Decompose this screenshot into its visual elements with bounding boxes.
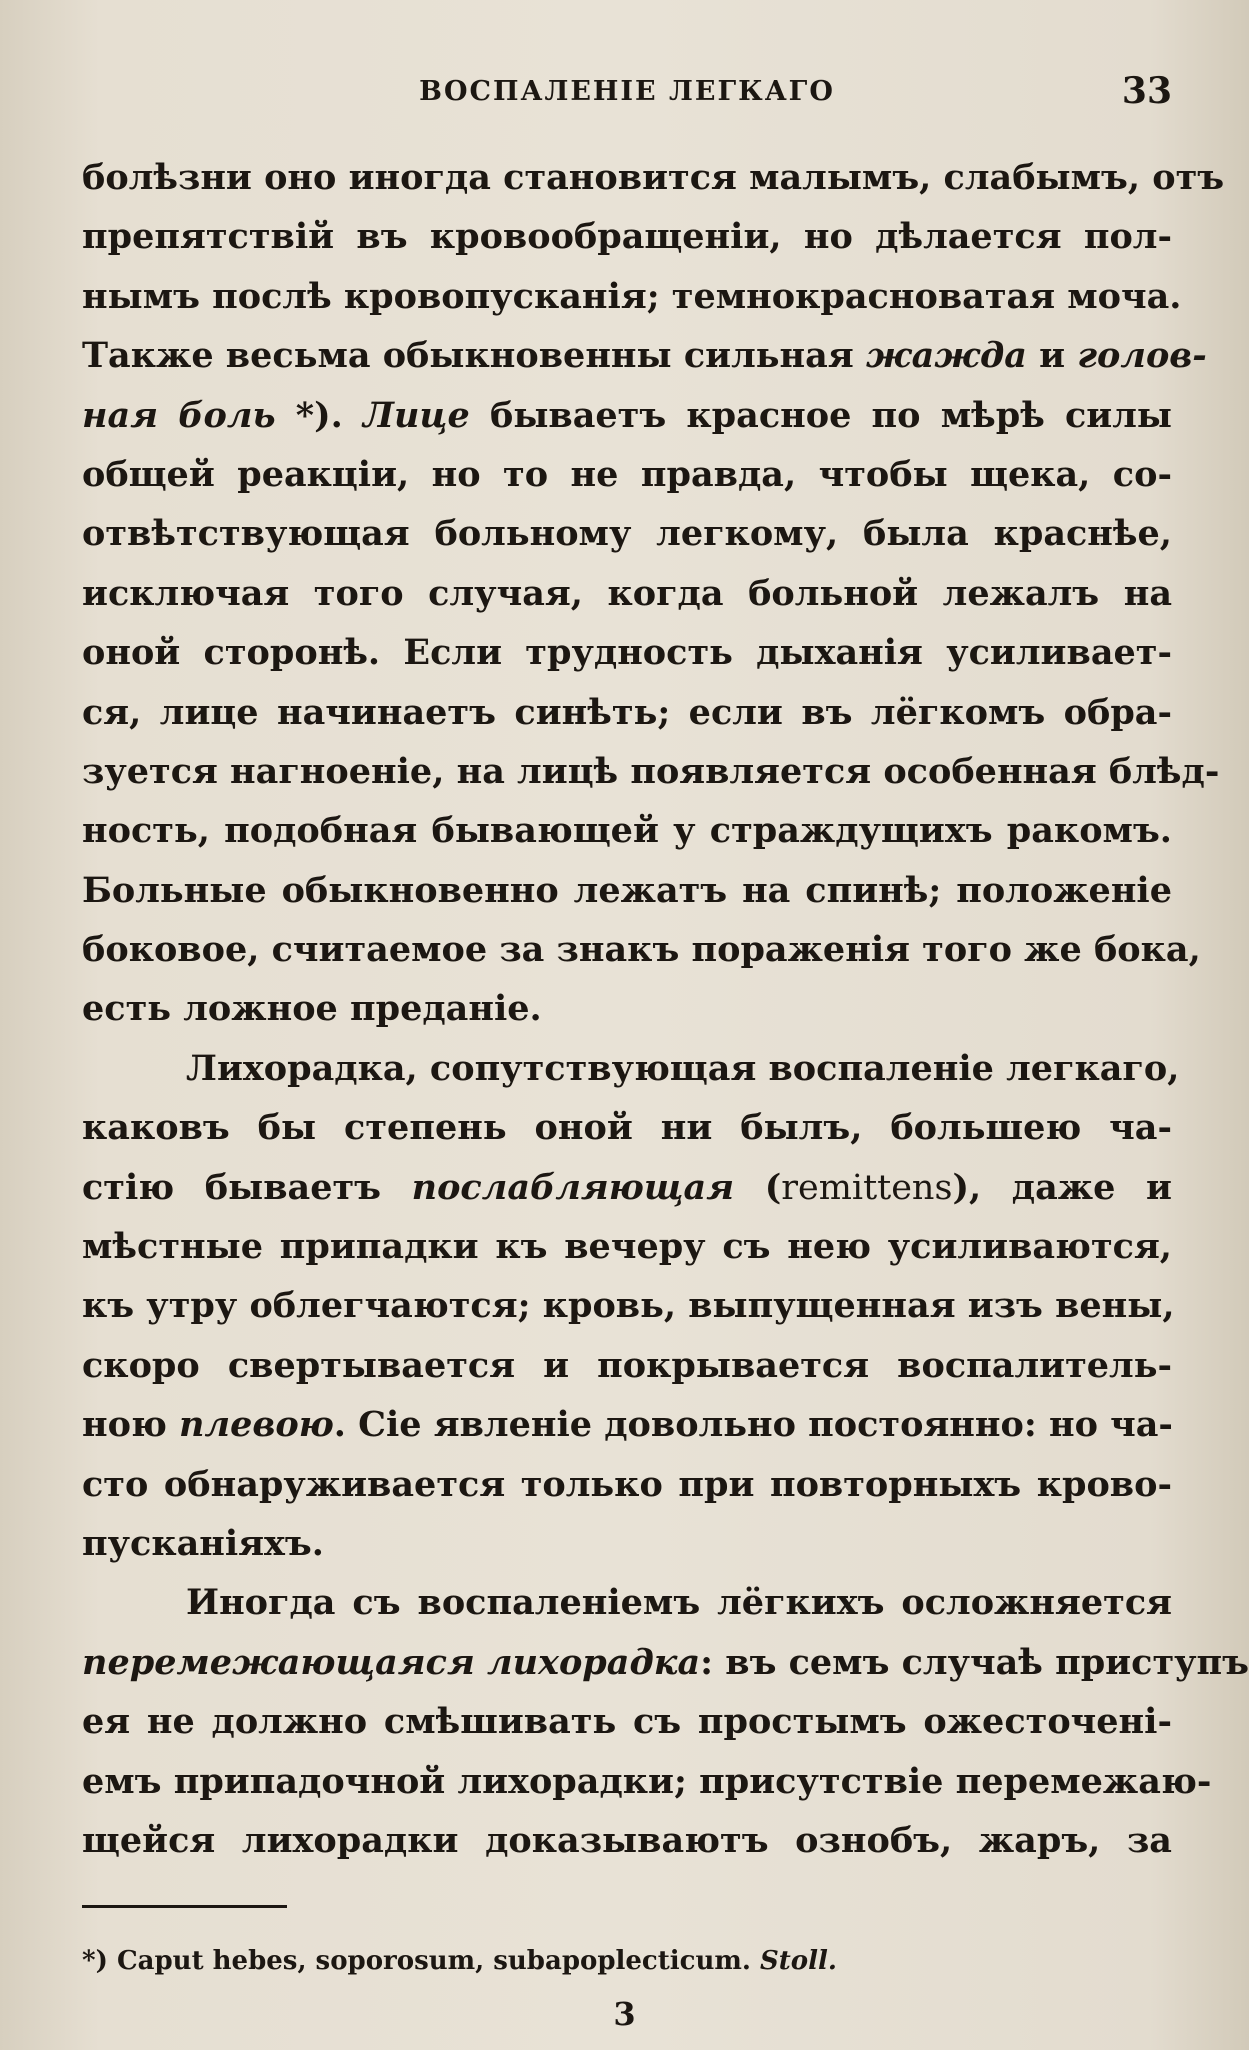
text-span: ( <box>734 1166 782 1208</box>
footnote <box>82 1946 837 1976</box>
footnote-author: Stoll. <box>760 1946 837 1976</box>
text-line: боковое, считаемое за знакъ пораженія того же бока, <box>82 929 1201 971</box>
text-span: ною <box>82 1404 180 1446</box>
signature-mark: 3 <box>613 1995 636 2033</box>
text-line: скоро свертывается и покрывается воспалитель- <box>82 1344 1172 1386</box>
text-line: оной сторонѣ. Если трудность дыханія усиливает- <box>82 632 1172 674</box>
text-line: отвѣтствующая больному легкому, была краснѣе, <box>82 513 1172 555</box>
text-span: ), даже и <box>952 1166 1172 1208</box>
text-line <box>82 326 1207 385</box>
text-line: емъ припадочной лихорадки; присутствіе перемежаю- <box>82 1760 1212 1802</box>
text-line: мѣстные припадки къ вечеру съ нею усиливаются, <box>82 1226 1172 1268</box>
page-header <box>82 70 1172 120</box>
text-line: общей реакціи, но то не правда, чтобы щека, со- <box>82 453 1172 495</box>
text-line <box>82 1395 1172 1454</box>
text-line <box>82 1158 1172 1217</box>
italic-term-crust: плевою <box>179 1404 334 1446</box>
text-line: каковъ бы степень оной ни былъ, большею ча- <box>82 1107 1172 1149</box>
text-line: къ утру облегчаются; кровь, выпущенная изъ вены, <box>82 1285 1175 1327</box>
footnote-ref: *). <box>275 394 364 436</box>
footnote-marker: *) <box>82 1946 108 1976</box>
text-span: : въ семъ случаѣ приступъ <box>700 1641 1249 1683</box>
text-line: сто обнаруживается только при повторныхъ крово- <box>82 1463 1172 1505</box>
italic-term-face: Лице <box>363 394 470 436</box>
text-line: исключая того случая, когда больной лежалъ на <box>82 572 1172 614</box>
text-span: . Сіе явленіе довольно постоянно: но ча- <box>333 1404 1173 1446</box>
text-line: ея не должно смѣшивать съ простымъ ожесточені- <box>82 1701 1172 1743</box>
italic-term-headache: ная боль <box>82 394 276 436</box>
footnote-text: Caput hebes, soporosum, subapoplecticum. <box>107 1946 761 1976</box>
text-line: препятствій въ кровообращеніи, но дѣлается пол- <box>82 216 1172 258</box>
text-span: и <box>1026 335 1078 377</box>
text-line: болѣзни оно иногда становится малымъ, слабымъ, отъ <box>82 157 1225 198</box>
text-span: бываетъ красное по мѣрѣ силы <box>469 394 1173 436</box>
text-line: нымъ послѣ кровопусканія; темнокрасноватая моча. <box>82 275 1182 317</box>
italic-term-remitting: послабляющая <box>411 1166 735 1208</box>
page-number: 33 <box>1121 70 1172 112</box>
text-line: ность, подобная бывающей у страждущихъ ракомъ. <box>82 810 1172 852</box>
text-span: стію бываетъ <box>82 1166 412 1208</box>
text-line: Лихорадка, сопутствующая воспаленіе легкаго, <box>186 1047 1180 1089</box>
text-line: пусканіяхъ. <box>82 1522 324 1564</box>
italic-term-intermittent-fever: перемежающаяся лихорадка <box>82 1641 701 1683</box>
text-line: Больные обыкновенно лежатъ на спинѣ; положеніе <box>82 869 1172 911</box>
text-line: Иногда съ воспаленіемъ лёгкихъ осложняется <box>186 1582 1172 1624</box>
running-title: ВОСПАЛЕНІЕ ЛЕГКАГО <box>419 76 835 107</box>
italic-term-headache: голов- <box>1077 335 1207 377</box>
text-span: Также весьма обыкновенны сильная <box>82 335 866 377</box>
text-line <box>82 386 1172 445</box>
text-line: есть ложное преданіе. <box>82 988 542 1030</box>
body-text <box>82 148 1249 1870</box>
latin-term: remittens <box>781 1167 953 1208</box>
text-line: ся, лице начинаетъ синѣть; если въ лёгкомъ обра- <box>82 691 1172 733</box>
text-line: зуется нагноеніе, на лицѣ появляется особенная блѣд- <box>82 750 1220 792</box>
italic-term-thirst: жажда <box>865 335 1027 377</box>
footnote-divider <box>82 1905 287 1908</box>
text-line: щейся лихорадки доказываютъ ознобъ, жаръ, за <box>82 1819 1172 1861</box>
text-line <box>82 1633 1249 1692</box>
